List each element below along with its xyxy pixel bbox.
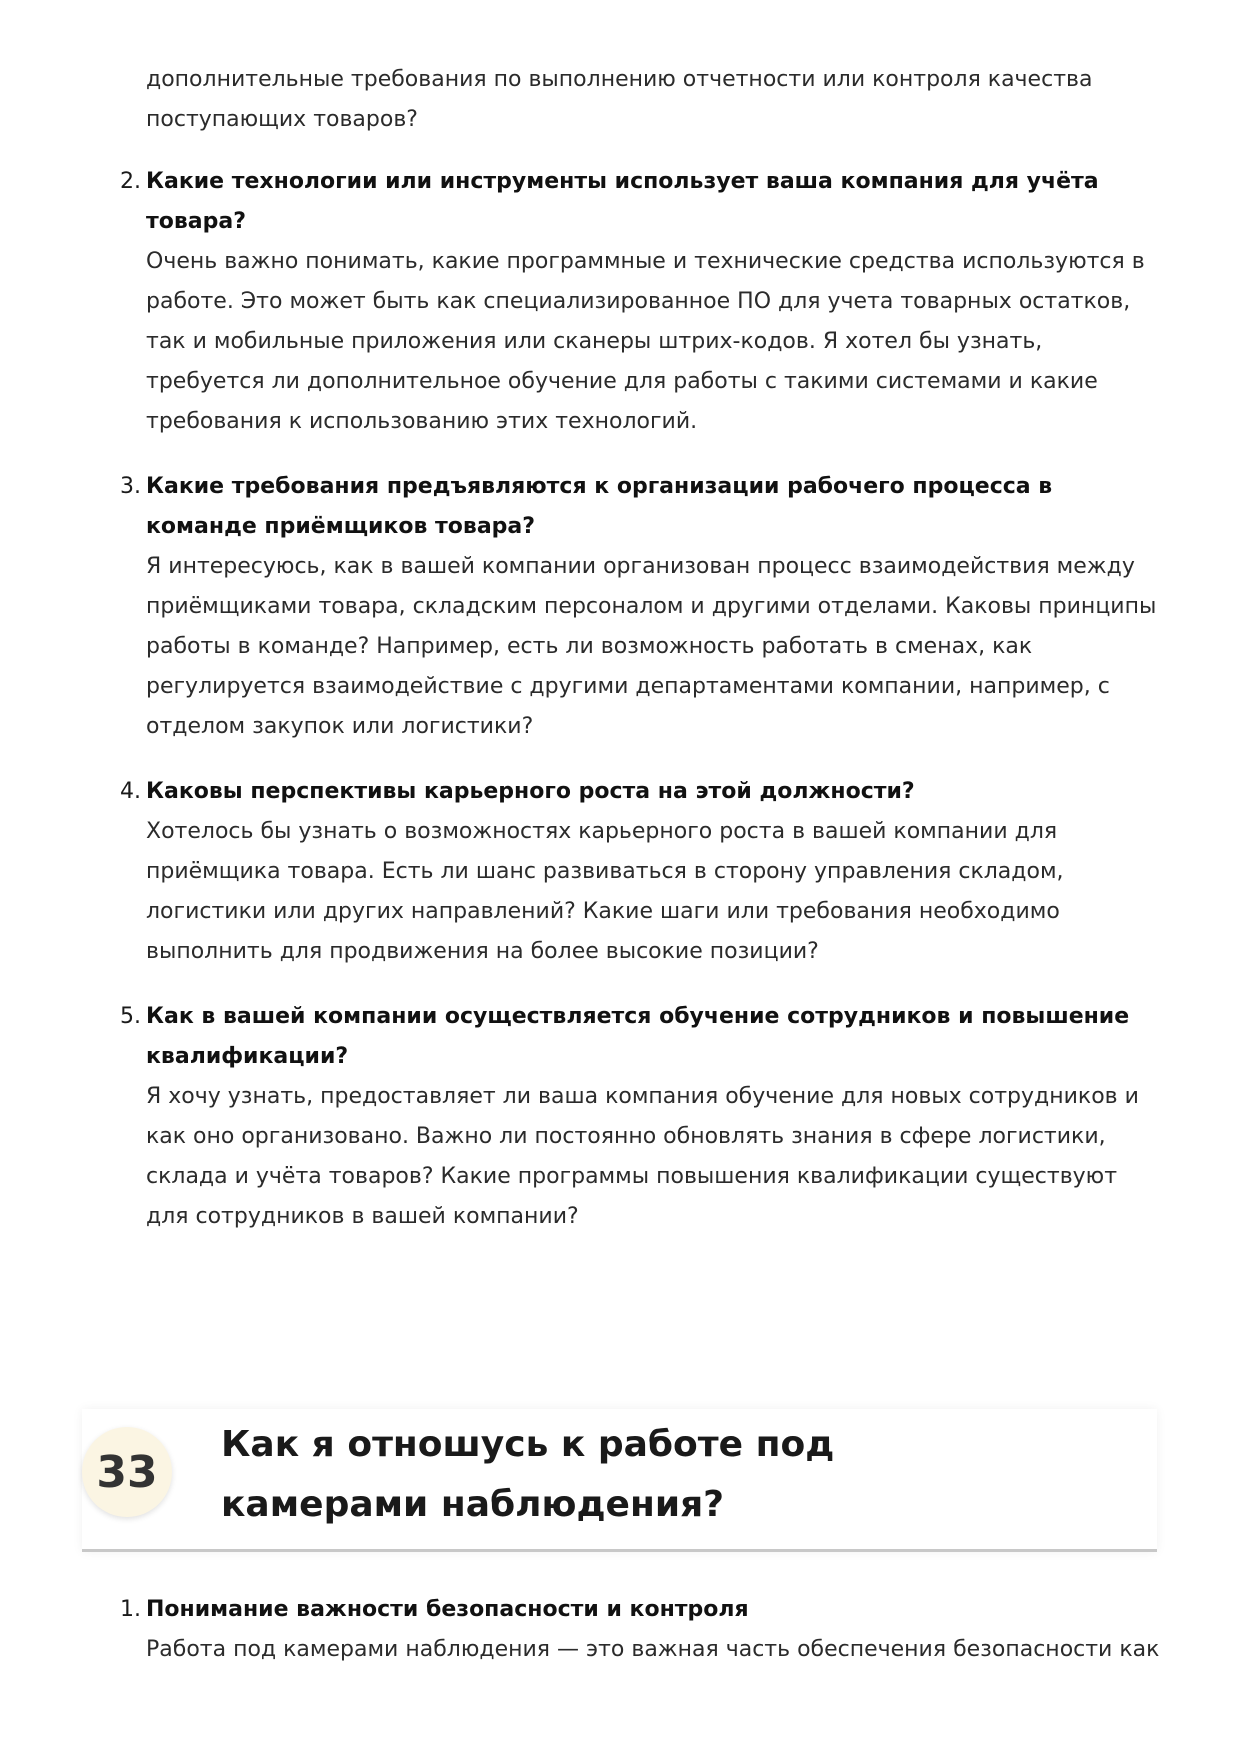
section-number-badge: 33 (82, 1427, 172, 1517)
item-body: Работа под камерами наблюдения — это важная часть обеспечения безопасности как (146, 1637, 1160, 1662)
item-number: 1. (120, 1597, 141, 1622)
item-title: Как в вашей компании осуществляется обучение сотрудников и повышение квалификации? (146, 1004, 1130, 1069)
intro-paragraph: дополнительные требования по выполнению отчетности или контроля качества поступающих товаров? (146, 67, 1093, 132)
section-header (82, 1409, 1157, 1552)
list-item (120, 467, 1160, 747)
item-body: Очень важно понимать, какие программные и технические средства используются в работе. Это может быть как специализированное ПО для учета товарных остатков, так и мобильные приложения или сканеры штрих-кодов. Я хотел бы узнать, требуется ли дополнительное обучение для работы с такими системами и какие требования к использованию этих технологий. (146, 249, 1145, 434)
item-body: Я интересуюсь, как в вашей компании организован процесс взаимодействия между приёмщиками товара, складским персоналом и другими отделами. Каковы принципы работы в команде? Например, есть ли возможность работать в сменах, как регулируется взаимодействие с другими департаментами компании, например, с отделом закупок или логистики? (146, 554, 1157, 739)
item-number: 3. (120, 474, 141, 499)
item-number: 4. (120, 779, 141, 804)
item-number: 2. (120, 169, 141, 194)
list-item (120, 1590, 1160, 1670)
list-item (120, 997, 1160, 1237)
answers-list (120, 1590, 1160, 1695)
item-body: Хотелось бы узнать о возможностях карьерного роста в вашей компании для приёмщика товара. Есть ли шанс развиваться в сторону управления складом, логистики или других направлений? Какие шаги или требования необходимо выполнить для продвижения на более высокие позиции? (146, 819, 1064, 964)
item-title: Каковы перспективы карьерного роста на этой должности? (146, 779, 915, 804)
item-title: Какие технологии или инструменты использует ваша компания для учёта товара? (146, 169, 1099, 234)
questions-list (120, 162, 1160, 1262)
item-body: Я хочу узнать, предоставляет ли ваша компания обучение для новых сотрудников и как оно организовано. Важно ли постоянно обновлять знания в сфере логистики, склада и учёта товаров? Какие программы повышения квалификации существуют для сотрудников в вашей компании? (146, 1084, 1139, 1229)
list-item (120, 772, 1160, 972)
item-title: Понимание важности безопасности и контроля (146, 1597, 749, 1622)
list-item (120, 162, 1160, 442)
section-title: Как я отношусь к работе под камерами наблюдения? (221, 1424, 835, 1525)
item-number: 5. (120, 1004, 141, 1029)
item-title: Какие требования предъявляются к организации рабочего процесса в команде приёмщиков товара? (146, 474, 1053, 539)
